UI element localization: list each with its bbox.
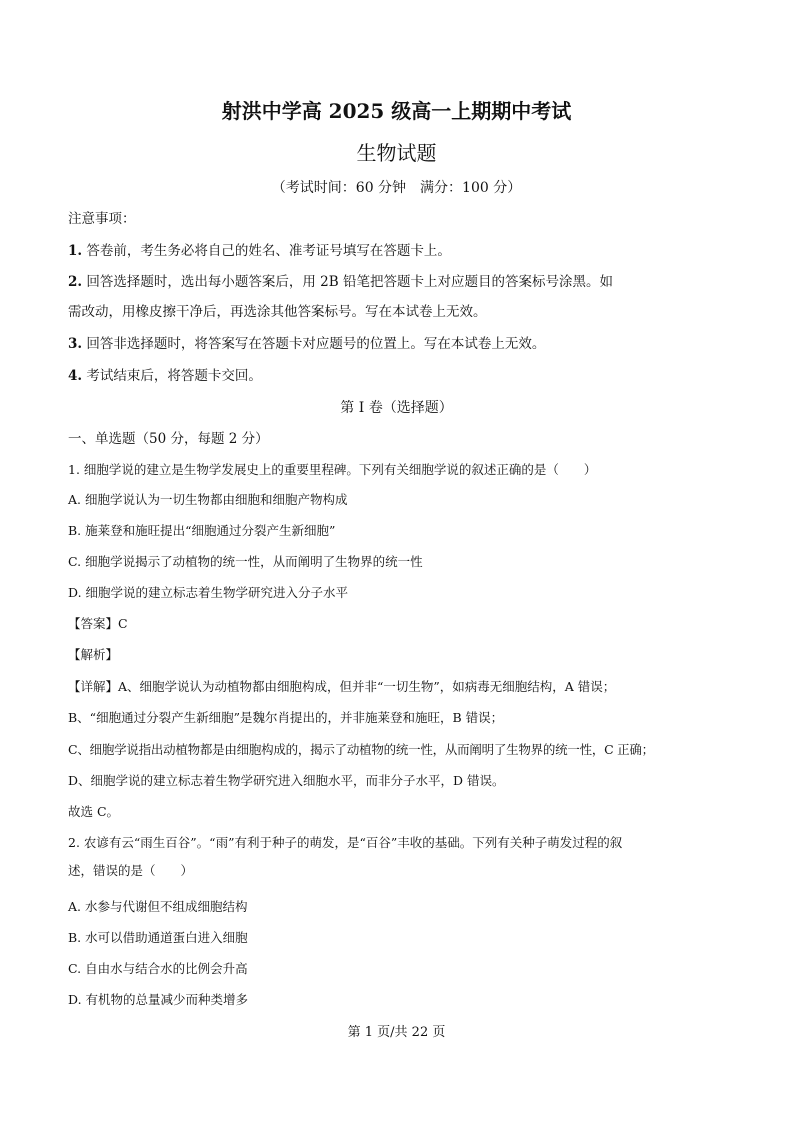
notice-heading: 注意事项：	[68, 211, 136, 227]
notice-item-4-text: 考试结束后，将答题卡交回。	[86, 368, 262, 384]
q2-option-c: C. 自由水与结合水的比例会升高	[68, 961, 248, 976]
notice-item-1-text: 答卷前，考生务必将自己的姓名、准考证号填写在答题卡上。	[86, 243, 451, 259]
exam-title: 射洪中学高 2025 级高一上期期中考试	[221, 99, 572, 123]
q1-conclusion: 故选 C。	[68, 804, 120, 819]
q2-stem-line2: 述，错误的是（ ）	[68, 863, 194, 878]
exam-info: （考试时间：60 分钟 满分：100 分）	[271, 180, 522, 196]
q2-option-a: A. 水参与代谢但不组成细胞结构	[68, 899, 248, 914]
q1-stem: 1. 细胞学说的建立是生物学发展史上的重要里程碑。下列有关细胞学说的叙述正确的是（ ）	[68, 462, 597, 477]
q1-detail-c: C、细胞学说指出动植物都是由细胞构成的，揭示了动植物的统一性，从而阐明了生物界的统一性，C 正确；	[68, 742, 654, 757]
q2-stem-line1: 2. 农谚有云“雨生百谷”。“雨”有利于种子的萌发，是“百谷”丰收的基础。下列有关种子萌发过程的叙	[68, 835, 623, 850]
notice-item-4-num: 4.	[68, 368, 83, 384]
q1-option-a: A. 细胞学说认为一切生物都由细胞和细胞产物构成	[68, 492, 348, 507]
notice-item-3	[68, 335, 545, 353]
notice-item-2-text-line1: 回答选择题时，选出每小题答案后，用 2B 铅笔把答题卡上对应题目的答案标号涂黑。如	[86, 274, 613, 290]
q1-detail-b: B、“细胞通过分裂产生新细胞”是魏尔肖提出的，并非施莱登和施旺，B 错误；	[68, 710, 504, 725]
q1-option-b: B. 施莱登和施旺提出“细胞通过分裂产生新细胞”	[68, 523, 336, 538]
notice-item-2	[68, 273, 613, 291]
q1-option-c: C. 细胞学说揭示了动植物的统一性，从而阐明了生物界的统一性	[68, 554, 423, 569]
section-title: 第 I 卷（选择题）	[340, 400, 453, 416]
notice-item-4	[68, 367, 262, 385]
notice-item-1	[68, 242, 451, 260]
q2-option-b: B. 水可以借助通道蛋白进入细胞	[68, 930, 248, 945]
q1-analysis-label: 【解析】	[68, 647, 119, 662]
q2-option-d: D. 有机物的总量减少而种类增多	[68, 992, 249, 1007]
notice-item-3-text: 回答非选择题时，将答案写在答题卡对应题号的位置上。写在本试卷上无效。	[86, 336, 546, 352]
q1-detail-a: 【详解】A、细胞学说认为动植物都由细胞构成，但并非“一切生物”，如病毒无细胞结构，A 错误；	[68, 679, 616, 694]
notice-item-3-num: 3.	[68, 336, 83, 352]
page-footer: 第 1 页/共 22 页	[347, 1025, 446, 1040]
q1-option-d: D. 细胞学说的建立标志着生物学研究进入分子水平	[68, 585, 349, 600]
notice-item-1-num: 1.	[68, 243, 83, 259]
subject-title: 生物试题	[356, 141, 437, 165]
part-title: 一、单选题（50 分，每题 2 分）	[68, 431, 269, 447]
q1-answer: 【答案】C	[68, 616, 128, 631]
notice-item-2-text-line2: 需改动，用橡皮擦干净后，再选涂其他答案标号。写在本试卷上无效。	[68, 304, 487, 320]
notice-item-2-num: 2.	[68, 274, 83, 290]
q1-detail-d: D、细胞学说的建立标志着生物学研究进入细胞水平，而非分子水平，D 错误。	[68, 773, 505, 788]
